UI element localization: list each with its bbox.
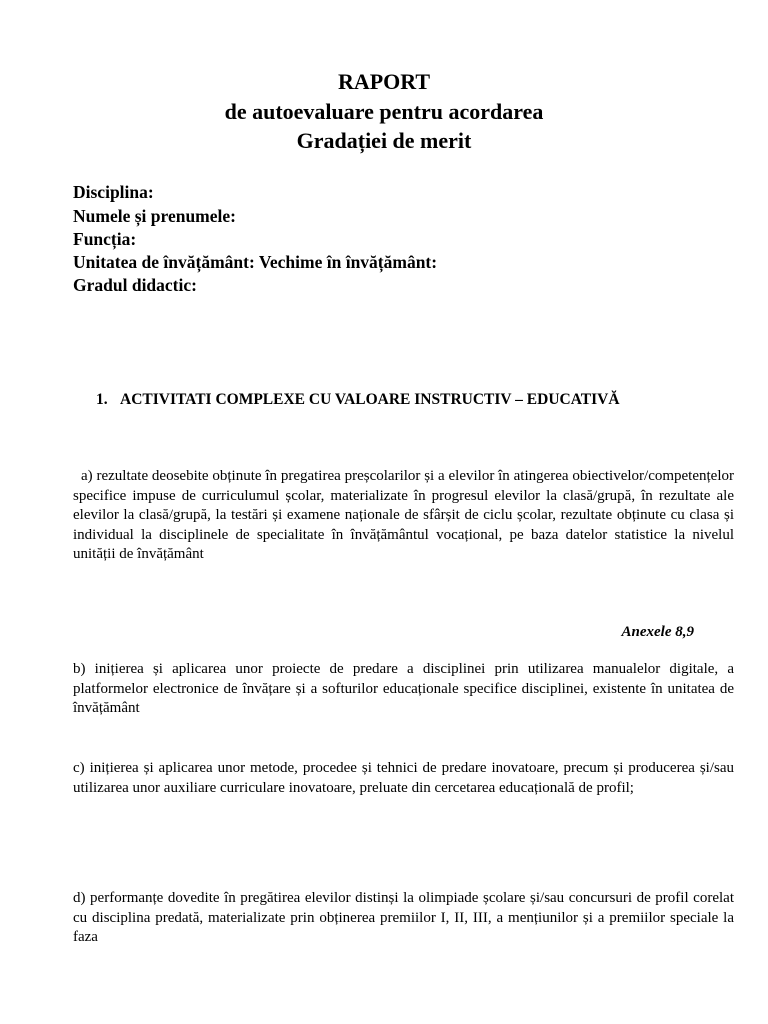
report-subtitle: de autoevaluare pentru acordarea: [224, 99, 544, 124]
field-nume: Numele și prenumele:: [73, 206, 236, 226]
field-gradul: Gradul didactic:: [73, 275, 197, 295]
annex-reference: Anexele 8,9: [621, 624, 694, 640]
item-b-paragraph: b) inițierea și aplicarea unor proiecte de predare a disciplinei prin utilizarea manualelor digitale, a platformelor electronice de învățare și a softurilor educaționale specifice disciplinei, existente în unitatea de învățământ: [73, 661, 734, 716]
item-d-paragraph: d) performanțe dovedite în pregătirea elevilor distinși la olimpiade școlare și/sau concursuri de profil corelat cu disciplina predată, materializate prin obținerea premiilor I, II, III, a mențiunilor și a premiilor speciale la faza: [73, 890, 734, 945]
report-subtitle-2: Gradației de merit: [296, 128, 472, 153]
item-c-paragraph: c) inițierea și aplicarea unor metode, procedee și tehnici de predare inovatoare, precum și producerea și/sau utilizarea unor auxiliare curriculare inovatoare, preluate din cercetarea educațională de profil;: [73, 760, 734, 796]
item-a-paragraph: a) rezultate deosebite obținute în pregatirea preșcolarilor și a elevilor în atingerea obiectivelor/competențelor specifice impuse de curriculumul școlar, materializate în progresul elevilor la clasă/grupă, în rezultate ale elevilor la clasă/grupă, la testări și examene naționale de sfârșit de ciclu școlar, rezultate obținute cu clasa și individual la disciplinele de specialitate în învățământul vocațional, pe baza datelor statistice la nivelul unității de învățământ: [73, 468, 734, 562]
section-title: ACTIVITATI COMPLEXE CU VALOARE INSTRUCTIV – EDUCATIVĂ: [120, 391, 620, 408]
report-title: RAPORT: [337, 69, 431, 94]
section-number: 1.: [96, 391, 108, 408]
field-unitatea: Unitatea de învățământ: Vechime în învățământ:: [73, 252, 438, 272]
field-disciplina: Disciplina:: [73, 182, 154, 202]
field-functia: Funcția:: [73, 229, 137, 249]
